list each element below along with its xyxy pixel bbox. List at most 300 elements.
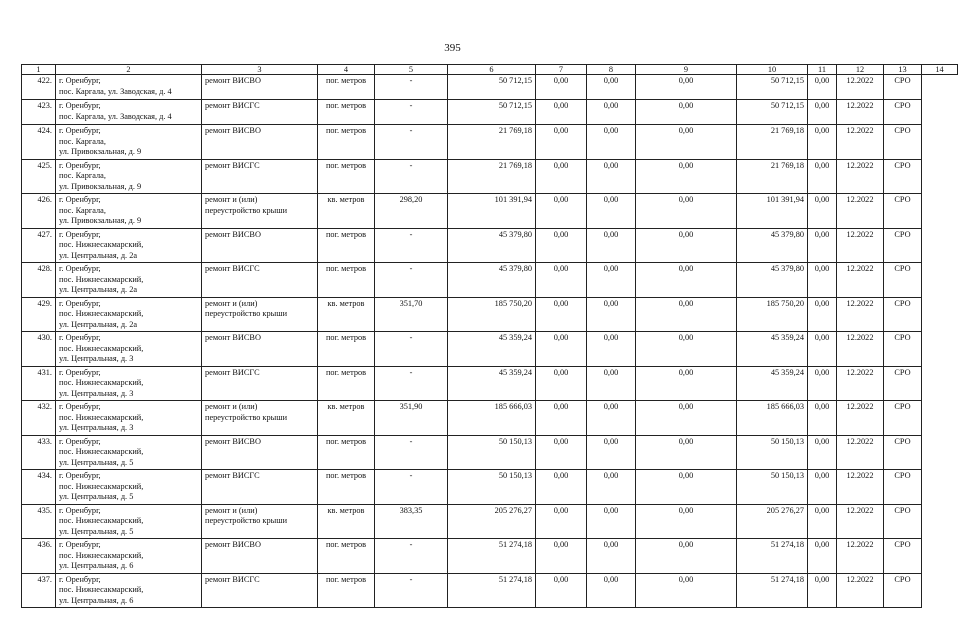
table-row xyxy=(22,539,958,574)
address-line: г. Оренбург, xyxy=(59,540,101,549)
fund-cell: 0,00 xyxy=(636,504,737,539)
total-cost-cell: 50 150,13 xyxy=(448,435,536,470)
work-type-line: ремонт ВИСГС xyxy=(205,471,260,480)
total-cost-cell: 51 274,18 xyxy=(448,539,536,574)
fund-cell: 0,00 xyxy=(636,435,737,470)
other-funds-cell: 0,00 xyxy=(808,401,837,436)
address-line: пос. Нижнесакмарский, xyxy=(59,481,144,491)
address-line: г. Оренбург, xyxy=(59,436,101,446)
column-header: 9 xyxy=(636,65,737,75)
fund-cell: 0,00 xyxy=(636,194,737,229)
work-type-line: ремонт и (или) xyxy=(205,505,258,515)
work-type-cell xyxy=(202,75,318,100)
address-cell xyxy=(56,194,202,229)
unit-cell: пог. метров xyxy=(318,332,375,367)
table-row xyxy=(22,401,958,436)
address-line: пос. Каргала, ул. Заводская, д. 4 xyxy=(59,111,172,121)
quantity-cell: 383,35 xyxy=(375,504,448,539)
fund-cell: 0,00 xyxy=(536,228,587,263)
total-cost-cell: 50 712,15 xyxy=(448,75,536,100)
fund-cell: 0,00 xyxy=(536,75,587,100)
deadline-cell: 12.2022 xyxy=(837,297,884,332)
quantity-cell: 298,20 xyxy=(375,194,448,229)
source-cell: СРО xyxy=(884,228,922,263)
fund-cell: 0,00 xyxy=(636,401,737,436)
fund-cell: 0,00 xyxy=(636,470,737,505)
total-cost-cell: 185 666,03 xyxy=(448,401,536,436)
other-funds-cell: 0,00 xyxy=(808,539,837,574)
other-funds-cell: 0,00 xyxy=(808,263,837,298)
fund-cell: 0,00 xyxy=(536,332,587,367)
deadline-cell: 12.2022 xyxy=(837,504,884,539)
address-cell xyxy=(56,435,202,470)
other-funds-cell: 0,00 xyxy=(808,297,837,332)
work-type-cell xyxy=(202,470,318,505)
address-line: ул. Центральная, д. 2а xyxy=(59,250,138,260)
fund-cell: 0,00 xyxy=(536,159,587,194)
fund-cell: 0,00 xyxy=(536,539,587,574)
fund-cell: 0,00 xyxy=(587,435,636,470)
work-type-line: ремонт ВИСГС xyxy=(205,574,260,584)
address-line: пос. Каргала, xyxy=(59,171,106,180)
other-funds-cell: 0,00 xyxy=(808,573,837,608)
address-line: пос. Каргала, xyxy=(59,136,106,146)
fund-cell: 0,00 xyxy=(636,297,737,332)
row-number-cell: 435. xyxy=(22,504,56,539)
address-cell xyxy=(56,504,202,539)
row-number-cell: 428. xyxy=(22,263,56,298)
quantity-cell: - xyxy=(375,435,448,470)
deadline-cell: 12.2022 xyxy=(837,100,884,125)
unit-cell: пог. метров xyxy=(318,470,375,505)
table-row xyxy=(22,366,958,401)
quantity-cell: 351,90 xyxy=(375,401,448,436)
page-number: 395 xyxy=(444,42,461,54)
address-line: пос. Нижнесакмарский, xyxy=(59,274,144,284)
work-type-line: переустройство крыши xyxy=(205,516,288,525)
fund-cell: 0,00 xyxy=(536,504,587,539)
fund-cell: 0,00 xyxy=(587,263,636,298)
address-line: пос. Нижнесакмарский, xyxy=(59,550,144,560)
address-line: г. Оренбург, xyxy=(59,264,101,273)
unit-cell: пог. метров xyxy=(318,228,375,263)
owners-funds-cell: 51 274,18 xyxy=(737,539,808,574)
owners-funds-cell: 185 666,03 xyxy=(737,401,808,436)
fund-cell: 0,00 xyxy=(636,332,737,367)
fund-cell: 0,00 xyxy=(587,401,636,436)
work-type-line: ремонт ВИСВО xyxy=(205,333,261,342)
total-cost-cell: 50 150,13 xyxy=(448,470,536,505)
owners-funds-cell: 45 379,80 xyxy=(737,228,808,263)
work-type-line: ремонт ВИСВО xyxy=(205,436,261,446)
fund-cell: 0,00 xyxy=(636,228,737,263)
table-row xyxy=(22,75,958,100)
row-number-cell: 425. xyxy=(22,159,56,194)
work-type-cell xyxy=(202,297,318,332)
header-row xyxy=(22,65,958,75)
address-line: пос. Нижнесакмарский, xyxy=(59,343,144,353)
row-number-cell: 430. xyxy=(22,332,56,367)
unit-cell: пог. метров xyxy=(318,125,375,160)
source-cell: СРО xyxy=(884,470,922,505)
row-number-cell: 431. xyxy=(22,366,56,401)
deadline-cell: 12.2022 xyxy=(837,263,884,298)
work-type-cell xyxy=(202,539,318,574)
address-cell xyxy=(56,470,202,505)
address-line: г. Оренбург, xyxy=(59,333,101,342)
work-type-cell xyxy=(202,573,318,608)
work-type-cell xyxy=(202,435,318,470)
address-line: пос. Нижнесакмарский, xyxy=(59,516,144,525)
fund-cell: 0,00 xyxy=(587,125,636,160)
work-type-line: ремонт ВИСГС xyxy=(205,160,260,170)
total-cost-cell: 185 750,20 xyxy=(448,297,536,332)
work-type-cell xyxy=(202,504,318,539)
owners-funds-cell: 21 769,18 xyxy=(737,125,808,160)
deadline-cell: 12.2022 xyxy=(837,573,884,608)
quantity-cell: - xyxy=(375,263,448,298)
total-cost-cell: 21 769,18 xyxy=(448,125,536,160)
fund-cell: 0,00 xyxy=(636,100,737,125)
address-cell xyxy=(56,332,202,367)
address-cell xyxy=(56,75,202,100)
fund-cell: 0,00 xyxy=(587,159,636,194)
other-funds-cell: 0,00 xyxy=(808,504,837,539)
row-number-cell: 437. xyxy=(22,573,56,608)
other-funds-cell: 0,00 xyxy=(808,228,837,263)
work-type-line: ремонт ВИСГС xyxy=(205,367,260,377)
column-header: 12 xyxy=(837,65,884,75)
fund-cell: 0,00 xyxy=(636,125,737,160)
fund-cell: 0,00 xyxy=(536,125,587,160)
column-header: 4 xyxy=(318,65,375,75)
deadline-cell: 12.2022 xyxy=(837,470,884,505)
address-line: г. Оренбург, xyxy=(59,229,101,239)
source-cell: СРО xyxy=(884,366,922,401)
unit-cell: пог. метров xyxy=(318,100,375,125)
owners-funds-cell: 205 276,27 xyxy=(737,504,808,539)
row-number-cell: 424. xyxy=(22,125,56,160)
address-line: ул. Центральная, д. 3 xyxy=(59,354,134,363)
table-row xyxy=(22,332,958,367)
row-number-cell: 423. xyxy=(22,100,56,125)
source-cell: СРО xyxy=(884,125,922,160)
row-number-cell: 427. xyxy=(22,228,56,263)
unit-cell: пог. метров xyxy=(318,573,375,608)
fund-cell: 0,00 xyxy=(536,263,587,298)
unit-cell: пог. метров xyxy=(318,539,375,574)
column-header: 11 xyxy=(808,65,837,75)
work-type-line: ремонт ВИСВО xyxy=(205,540,261,549)
owners-funds-cell: 50 712,15 xyxy=(737,75,808,100)
address-line: ул. Центральная, д. 3 xyxy=(59,423,134,432)
owners-funds-cell: 101 391,94 xyxy=(737,194,808,229)
other-funds-cell: 0,00 xyxy=(808,100,837,125)
quantity-cell: - xyxy=(375,159,448,194)
quantity-cell: - xyxy=(375,100,448,125)
address-line: г. Оренбург, xyxy=(59,367,101,377)
address-line: г. Оренбург, xyxy=(59,160,101,170)
unit-cell: пог. метров xyxy=(318,366,375,401)
work-type-line: переустройство крыши xyxy=(205,309,288,318)
address-line: ул. Центральная, д. 2а xyxy=(59,285,138,294)
work-type-line: ремонт ВИСГС xyxy=(205,101,260,110)
deadline-cell: 12.2022 xyxy=(837,401,884,436)
address-cell xyxy=(56,401,202,436)
owners-funds-cell: 45 359,24 xyxy=(737,332,808,367)
other-funds-cell: 0,00 xyxy=(808,470,837,505)
deadline-cell: 12.2022 xyxy=(837,159,884,194)
owners-funds-cell: 50 150,13 xyxy=(737,435,808,470)
fund-cell: 0,00 xyxy=(587,539,636,574)
other-funds-cell: 0,00 xyxy=(808,159,837,194)
total-cost-cell: 45 379,80 xyxy=(448,228,536,263)
work-type-line: ремонт и (или) xyxy=(205,298,258,308)
address-line: пос. Каргала, xyxy=(59,205,106,215)
address-cell xyxy=(56,297,202,332)
address-cell xyxy=(56,539,202,574)
table-row xyxy=(22,159,958,194)
table-row xyxy=(22,470,958,505)
fund-cell: 0,00 xyxy=(636,159,737,194)
unit-cell: пог. метров xyxy=(318,263,375,298)
total-cost-cell: 51 274,18 xyxy=(448,573,536,608)
address-line: г. Оренбург, xyxy=(59,76,101,85)
source-cell: СРО xyxy=(884,435,922,470)
fund-cell: 0,00 xyxy=(536,470,587,505)
work-type-cell xyxy=(202,159,318,194)
total-cost-cell: 101 391,94 xyxy=(448,194,536,229)
owners-funds-cell: 21 769,18 xyxy=(737,159,808,194)
fund-cell: 0,00 xyxy=(536,435,587,470)
address-cell xyxy=(56,125,202,160)
address-cell xyxy=(56,100,202,125)
work-type-line: ремонт и (или) xyxy=(205,402,258,411)
deadline-cell: 12.2022 xyxy=(837,228,884,263)
address-line: г. Оренбург, xyxy=(59,471,101,480)
fund-cell: 0,00 xyxy=(536,297,587,332)
address-line: пос. Нижнесакмарский, xyxy=(59,447,144,456)
address-line: ул. Центральная, д. 6 xyxy=(59,561,134,570)
table-row xyxy=(22,573,958,608)
fund-cell: 0,00 xyxy=(587,228,636,263)
fund-cell: 0,00 xyxy=(587,470,636,505)
register-table xyxy=(21,64,958,608)
work-type-line: ремонт ВИСВО xyxy=(205,229,261,239)
quantity-cell: - xyxy=(375,125,448,160)
address-line: ул. Центральная, д. 2а xyxy=(59,319,138,329)
address-line: пос. Каргала, ул. Заводская, д. 4 xyxy=(59,86,172,96)
address-line: пос. Нижнесакмарский, xyxy=(59,412,144,422)
work-type-cell xyxy=(202,100,318,125)
fund-cell: 0,00 xyxy=(587,573,636,608)
source-cell: СРО xyxy=(884,504,922,539)
source-cell: СРО xyxy=(884,332,922,367)
column-header: 5 xyxy=(375,65,448,75)
address-cell xyxy=(56,263,202,298)
address-line: г. Оренбург, xyxy=(59,298,101,308)
source-cell: СРО xyxy=(884,573,922,608)
address-line: ул. Центральная, д. 5 xyxy=(59,457,134,467)
fund-cell: 0,00 xyxy=(536,366,587,401)
column-header: 1 xyxy=(22,65,56,75)
address-line: г. Оренбург, xyxy=(59,402,101,411)
address-line: ул. Центральная, д. 5 xyxy=(59,526,134,536)
quantity-cell: - xyxy=(375,366,448,401)
fund-cell: 0,00 xyxy=(536,401,587,436)
fund-cell: 0,00 xyxy=(536,194,587,229)
address-line: пос. Нижнесакмарский, xyxy=(59,240,144,249)
fund-cell: 0,00 xyxy=(636,539,737,574)
owners-funds-cell: 45 359,24 xyxy=(737,366,808,401)
table-row xyxy=(22,194,958,229)
table-row xyxy=(22,228,958,263)
owners-funds-cell: 50 150,13 xyxy=(737,470,808,505)
fund-cell: 0,00 xyxy=(536,100,587,125)
address-line: ул. Привокзальная, д. 9 xyxy=(59,181,142,191)
unit-cell: пог. метров xyxy=(318,75,375,100)
other-funds-cell: 0,00 xyxy=(808,366,837,401)
unit-cell: кв. метров xyxy=(318,194,375,229)
quantity-cell: - xyxy=(375,75,448,100)
quantity-cell: - xyxy=(375,539,448,574)
row-number-cell: 432. xyxy=(22,401,56,436)
fund-cell: 0,00 xyxy=(636,75,737,100)
column-header: 2 xyxy=(56,65,202,75)
deadline-cell: 12.2022 xyxy=(837,435,884,470)
quantity-cell: - xyxy=(375,470,448,505)
fund-cell: 0,00 xyxy=(636,263,737,298)
work-type-line: переустройство крыши xyxy=(205,205,288,215)
deadline-cell: 12.2022 xyxy=(837,194,884,229)
work-type-cell xyxy=(202,401,318,436)
other-funds-cell: 0,00 xyxy=(808,194,837,229)
unit-cell: кв. метров xyxy=(318,297,375,332)
total-cost-cell: 45 359,24 xyxy=(448,366,536,401)
fund-cell: 0,00 xyxy=(636,366,737,401)
work-type-cell xyxy=(202,332,318,367)
column-header: 7 xyxy=(536,65,587,75)
other-funds-cell: 0,00 xyxy=(808,332,837,367)
address-line: пос. Нижнесакмарский, xyxy=(59,378,144,387)
work-type-cell xyxy=(202,228,318,263)
work-type-cell xyxy=(202,125,318,160)
row-number-cell: 426. xyxy=(22,194,56,229)
address-line: пос. Нижнесакмарский, xyxy=(59,585,144,594)
column-header: 8 xyxy=(587,65,636,75)
total-cost-cell: 45 379,80 xyxy=(448,263,536,298)
quantity-cell: - xyxy=(375,573,448,608)
total-cost-cell: 50 712,15 xyxy=(448,100,536,125)
deadline-cell: 12.2022 xyxy=(837,539,884,574)
total-cost-cell: 205 276,27 xyxy=(448,504,536,539)
address-line: г. Оренбург, xyxy=(59,126,101,135)
unit-cell: пог. метров xyxy=(318,435,375,470)
work-type-line: ремонт и (или) xyxy=(205,195,258,204)
source-cell: СРО xyxy=(884,401,922,436)
owners-funds-cell: 50 712,15 xyxy=(737,100,808,125)
quantity-cell: - xyxy=(375,332,448,367)
work-type-cell xyxy=(202,366,318,401)
deadline-cell: 12.2022 xyxy=(837,125,884,160)
column-header: 14 xyxy=(922,65,958,75)
table-row xyxy=(22,297,958,332)
owners-funds-cell: 45 379,80 xyxy=(737,263,808,298)
source-cell: СРО xyxy=(884,263,922,298)
deadline-cell: 12.2022 xyxy=(837,366,884,401)
fund-cell: 0,00 xyxy=(587,366,636,401)
unit-cell: кв. метров xyxy=(318,401,375,436)
address-line: ул. Центральная, д. 5 xyxy=(59,492,134,501)
other-funds-cell: 0,00 xyxy=(808,125,837,160)
source-cell: СРО xyxy=(884,100,922,125)
address-line: пос. Нижнесакмарский, xyxy=(59,309,144,318)
address-line: ул. Центральная, д. 3 xyxy=(59,388,134,398)
source-cell: СРО xyxy=(884,194,922,229)
row-number-cell: 436. xyxy=(22,539,56,574)
row-number-cell: 422. xyxy=(22,75,56,100)
work-type-line: ремонт ВИСГС xyxy=(205,264,260,273)
source-cell: СРО xyxy=(884,75,922,100)
address-cell xyxy=(56,228,202,263)
address-line: г. Оренбург, xyxy=(59,505,101,515)
work-type-line: ремонт ВИСВО xyxy=(205,76,261,85)
owners-funds-cell: 51 274,18 xyxy=(737,573,808,608)
total-cost-cell: 21 769,18 xyxy=(448,159,536,194)
other-funds-cell: 0,00 xyxy=(808,75,837,100)
address-cell xyxy=(56,366,202,401)
fund-cell: 0,00 xyxy=(587,297,636,332)
work-type-cell xyxy=(202,263,318,298)
deadline-cell: 12.2022 xyxy=(837,75,884,100)
unit-cell: кв. метров xyxy=(318,504,375,539)
source-cell: СРО xyxy=(884,159,922,194)
work-type-line: переустройство крыши xyxy=(205,412,288,422)
quantity-cell: - xyxy=(375,228,448,263)
column-header: 3 xyxy=(202,65,318,75)
row-number-cell: 433. xyxy=(22,435,56,470)
source-cell: СРО xyxy=(884,539,922,574)
address-cell xyxy=(56,159,202,194)
other-funds-cell: 0,00 xyxy=(808,435,837,470)
work-type-cell xyxy=(202,194,318,229)
work-type-line: ремонт ВИСВО xyxy=(205,126,261,135)
fund-cell: 0,00 xyxy=(636,573,737,608)
unit-cell: пог. метров xyxy=(318,159,375,194)
deadline-cell: 12.2022 xyxy=(837,332,884,367)
address-line: ул. Центральная, д. 6 xyxy=(59,595,134,605)
address-line: ул. Привокзальная, д. 9 xyxy=(59,147,142,156)
column-header: 6 xyxy=(448,65,536,75)
fund-cell: 0,00 xyxy=(587,504,636,539)
table-row xyxy=(22,435,958,470)
table-row xyxy=(22,504,958,539)
fund-cell: 0,00 xyxy=(587,75,636,100)
address-cell xyxy=(56,573,202,608)
fund-cell: 0,00 xyxy=(587,332,636,367)
address-line: г. Оренбург, xyxy=(59,101,101,110)
row-number-cell: 429. xyxy=(22,297,56,332)
source-cell: СРО xyxy=(884,297,922,332)
address-line: г. Оренбург, xyxy=(59,574,101,584)
total-cost-cell: 45 359,24 xyxy=(448,332,536,367)
quantity-cell: 351,70 xyxy=(375,297,448,332)
fund-cell: 0,00 xyxy=(587,100,636,125)
table-row xyxy=(22,125,958,160)
table-row xyxy=(22,263,958,298)
address-line: г. Оренбург, xyxy=(59,195,101,204)
fund-cell: 0,00 xyxy=(587,194,636,229)
